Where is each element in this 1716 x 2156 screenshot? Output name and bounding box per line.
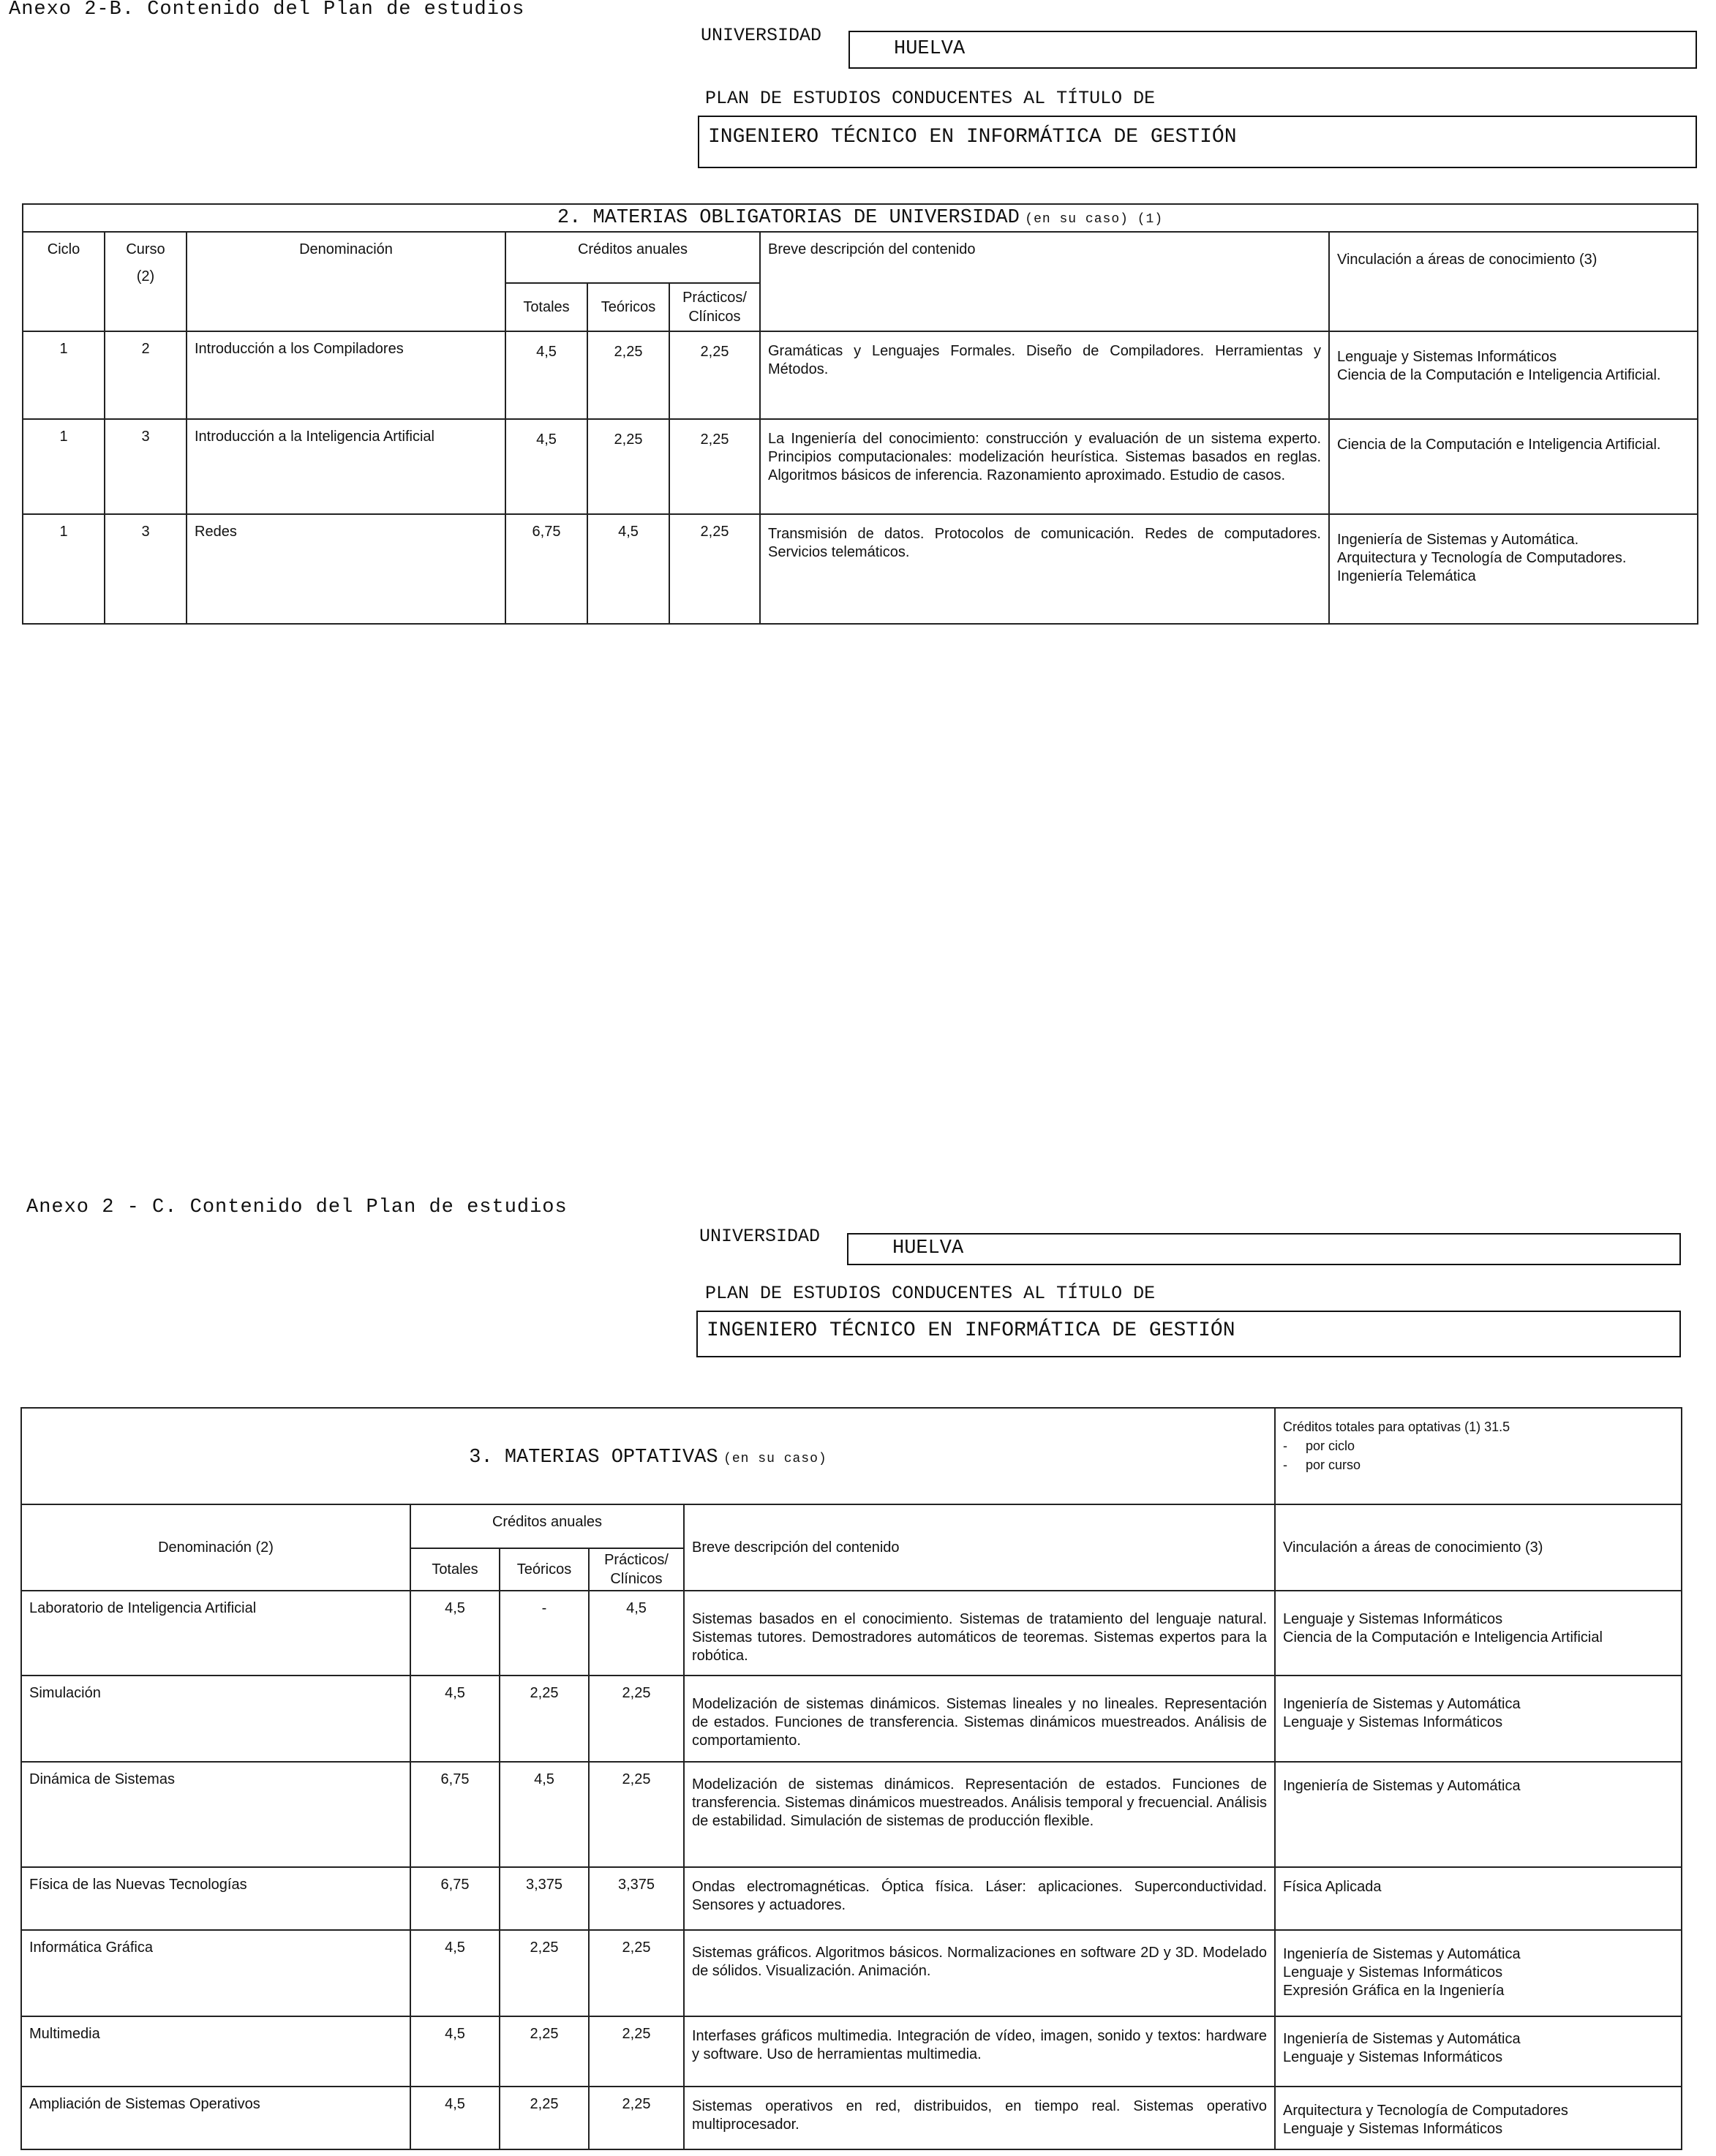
- header-practicos: Prácticos/ Clínicos: [669, 283, 760, 331]
- header-vinculacion: Vinculación a áreas de conocimiento (3): [1329, 232, 1698, 331]
- universidad-value: HUELVA: [894, 38, 966, 60]
- cell-descripcion: Gramáticas y Lenguajes Formales. Diseño de Compiladores. Herramientas y Métodos.: [760, 331, 1329, 419]
- header-descripcion: Breve descripción del contenido: [760, 232, 1329, 331]
- cell-teoricos: 4,5: [587, 514, 669, 624]
- cell-ciclo: 1: [23, 331, 105, 419]
- area-item: Lenguaje y Sistemas Informáticos: [1283, 1611, 1503, 1627]
- cell-descripcion: Sistemas gráficos. Algoritmos básicos. Normalizaciones en software 2D y 3D. Modelado de sólidos. Visualización. Animación.: [684, 1930, 1275, 2016]
- section-header: [23, 204, 1698, 232]
- table-row: [21, 2087, 1682, 2149]
- materias-optativas-table: [20, 1407, 1682, 2150]
- cell-totales: 4,5: [410, 1591, 500, 1676]
- area-item: Ciencia de la Computación e Inteligencia Artificial.: [1337, 367, 1661, 383]
- table-row: [23, 331, 1698, 419]
- titulo-field: [698, 116, 1697, 168]
- plan-label: PLAN DE ESTUDIOS CONDUCENTES AL TÍTULO DE: [705, 88, 1156, 109]
- header-curso-note: (2): [136, 268, 155, 284]
- cell-descripcion: La Ingeniería del conocimiento: construcción y evaluación de un sistema experto. Principios computacionales: modelización heurística. Sistemas basados en reglas. Algoritmos básicos de inferencia. Razonamiento aproximado. Estudio de casos.: [760, 419, 1329, 514]
- area-item: Arquitectura y Tecnología de Computadores: [1283, 2103, 1568, 2119]
- cell-teoricos: 2,25: [500, 1676, 589, 1762]
- cell-practicos: 2,25: [589, 2087, 684, 2149]
- header-denominacion: Denominación (2): [21, 1504, 410, 1591]
- totals-note-line: Créditos totales para optativas (1) 31.5: [1283, 1420, 1510, 1434]
- cell-practicos: 2,25: [589, 1930, 684, 2016]
- cell-areas: [1275, 2016, 1682, 2087]
- totals-note: [1275, 1408, 1682, 1504]
- area-item: Ciencia de la Computación e Inteligencia Artificial.: [1337, 437, 1661, 453]
- header-teoricos: Teóricos: [587, 283, 669, 331]
- header-totales: Totales: [410, 1548, 500, 1591]
- totals-note-line: - por curso: [1283, 1458, 1361, 1472]
- universidad-label: UNIVERSIDAD: [701, 25, 822, 46]
- area-item: Arquitectura y Tecnología de Computadores.: [1337, 550, 1627, 566]
- section-header: [21, 1408, 1275, 1504]
- cell-teoricos: 4,5: [500, 1762, 589, 1867]
- table-row: [21, 1676, 1682, 1762]
- cell-ciclo: 1: [23, 419, 105, 514]
- cell-teoricos: 3,375: [500, 1867, 589, 1930]
- anexo-title: Anexo 2 - C. Contenido del Plan de estudios: [26, 1196, 568, 1218]
- table-row: [21, 1591, 1682, 1676]
- cell-descripcion: Ondas electromagnéticas. Óptica física. Láser: aplicaciones. Superconductividad. Sensores y actuadores.: [684, 1867, 1275, 1930]
- cell-denominacion: Física de las Nuevas Tecnologías: [21, 1867, 410, 1930]
- cell-totales: 4,5: [410, 1676, 500, 1762]
- cell-teoricos: 2,25: [587, 419, 669, 514]
- area-item: Lenguaje y Sistemas Informáticos: [1283, 2121, 1503, 2137]
- cell-teoricos: 2,25: [587, 331, 669, 419]
- cell-practicos: 2,25: [669, 419, 760, 514]
- cell-curso: 2: [105, 331, 187, 419]
- universidad-value: HUELVA: [892, 1237, 964, 1259]
- cell-descripcion: Interfases gráficos multimedia. Integración de vídeo, imagen, sonido y textos: hardware y software. Uso de herramientas multimedia.: [684, 2016, 1275, 2087]
- cell-ciclo: 1: [23, 514, 105, 624]
- cell-teoricos: 2,25: [500, 1930, 589, 2016]
- titulo-field: [696, 1311, 1681, 1357]
- section-title: 3. MATERIAS OPTATIVAS: [469, 1446, 718, 1469]
- area-item: Ciencia de la Computación e Inteligencia Artificial: [1283, 1629, 1603, 1646]
- titulo-value: INGENIERO TÉCNICO EN INFORMÁTICA DE GESTIÓN: [707, 1319, 1235, 1342]
- universidad-field: [847, 1233, 1681, 1265]
- cell-teoricos: 2,25: [500, 2087, 589, 2149]
- anexo-title: Anexo 2-B. Contenido del Plan de estudios: [9, 0, 525, 20]
- header-descripcion: Breve descripción del contenido: [684, 1504, 1275, 1591]
- cell-denominacion: Dinámica de Sistemas: [21, 1762, 410, 1867]
- header-ciclo: Ciclo: [23, 232, 105, 331]
- cell-areas: [1329, 419, 1698, 514]
- area-item: Lenguaje y Sistemas Informáticos: [1337, 349, 1557, 365]
- cell-practicos: 3,375: [589, 1867, 684, 1930]
- section-note: (en su caso) (1): [1025, 212, 1164, 227]
- header-creditos: Créditos anuales: [505, 232, 760, 283]
- cell-areas: [1275, 1762, 1682, 1867]
- header-practicos: Prácticos/ Clínicos: [589, 1548, 684, 1591]
- table-row: [23, 514, 1698, 624]
- header-totales: Totales: [505, 283, 587, 331]
- area-item: Ingeniería de Sistemas y Automática: [1283, 1778, 1521, 1794]
- cell-descripcion: Transmisión de datos. Protocolos de comunicación. Redes de computadores. Servicios telemáticos.: [760, 514, 1329, 624]
- cell-teoricos: 2,25: [500, 2016, 589, 2087]
- cell-denominacion: Ampliación de Sistemas Operativos: [21, 2087, 410, 2149]
- universidad-label: UNIVERSIDAD: [699, 1226, 821, 1247]
- cell-areas: [1329, 514, 1698, 624]
- cell-denominacion: Multimedia: [21, 2016, 410, 2087]
- cell-denominacion: Redes: [187, 514, 505, 624]
- universidad-field: [848, 31, 1697, 69]
- cell-denominacion: Introducción a los Compiladores: [187, 331, 505, 419]
- cell-practicos: 2,25: [589, 1762, 684, 1867]
- plan-label: PLAN DE ESTUDIOS CONDUCENTES AL TÍTULO DE: [705, 1283, 1156, 1304]
- table-row: [21, 2016, 1682, 2087]
- cell-practicos: 2,25: [669, 514, 760, 624]
- cell-areas: [1275, 1591, 1682, 1676]
- cell-denominacion: Informática Gráfica: [21, 1930, 410, 2016]
- header-curso: Curso (2): [105, 232, 187, 331]
- header-creditos: Créditos anuales: [410, 1504, 684, 1548]
- cell-descripcion: Sistemas basados en el conocimiento. Sistemas de tratamiento del lenguaje natural. Sistemas tutores. Demostradores automáticos de teoremas. Sistemas expertos para la robótica.: [684, 1591, 1275, 1676]
- cell-totales: 6,75: [410, 1762, 500, 1867]
- header-denominacion: Denominación: [187, 232, 505, 331]
- cell-totales: 4,5: [505, 331, 587, 419]
- cell-areas: [1275, 1867, 1682, 1930]
- cell-practicos: 2,25: [669, 331, 760, 419]
- section-note: (en su caso): [723, 1451, 827, 1466]
- cell-descripcion: Modelización de sistemas dinámicos. Sistemas lineales y no lineales. Representación de estados. Funciones de transferencia. Sistemas dinámicos muestreados. Análisis de comportamiento.: [684, 1676, 1275, 1762]
- cell-totales: 6,75: [505, 514, 587, 624]
- materias-obligatorias-table: [22, 203, 1698, 625]
- table-row: [21, 1762, 1682, 1867]
- cell-descripcion: Sistemas operativos en red, distribuidos, en tiempo real. Sistemas operativo multiprocesador.: [684, 2087, 1275, 2149]
- area-item: Ingeniería de Sistemas y Automática: [1283, 1696, 1521, 1712]
- cell-denominacion: Introducción a la Inteligencia Artificial: [187, 419, 505, 514]
- cell-totales: 4,5: [410, 2016, 500, 2087]
- cell-areas: [1329, 331, 1698, 419]
- cell-totales: 4,5: [410, 1930, 500, 2016]
- cell-teoricos: -: [500, 1591, 589, 1676]
- table-row: [21, 1930, 1682, 2016]
- table-row: [23, 419, 1698, 514]
- area-item: Ingeniería de Sistemas y Automática: [1283, 2031, 1521, 2047]
- cell-denominacion: Simulación: [21, 1676, 410, 1762]
- cell-curso: 3: [105, 419, 187, 514]
- area-item: Lenguaje y Sistemas Informáticos: [1283, 2049, 1503, 2065]
- cell-areas: [1275, 2087, 1682, 2149]
- cell-totales: 6,75: [410, 1867, 500, 1930]
- cell-curso: 3: [105, 514, 187, 624]
- area-item: Expresión Gráfica en la Ingeniería: [1283, 1983, 1505, 1999]
- cell-practicos: 2,25: [589, 2016, 684, 2087]
- area-item: Lenguaje y Sistemas Informáticos: [1283, 1964, 1503, 1980]
- cell-totales: 4,5: [505, 419, 587, 514]
- area-item: Ingeniería Telemática: [1337, 568, 1476, 584]
- area-item: Física Aplicada: [1283, 1879, 1382, 1895]
- titulo-value: INGENIERO TÉCNICO EN INFORMÁTICA DE GESTIÓN: [708, 126, 1237, 148]
- area-item: Ingeniería de Sistemas y Automática: [1283, 1946, 1521, 1962]
- cell-totales: 4,5: [410, 2087, 500, 2149]
- header-teoricos: Teóricos: [500, 1548, 589, 1591]
- table-row: [21, 1867, 1682, 1930]
- cell-denominacion: Laboratorio de Inteligencia Artificial: [21, 1591, 410, 1676]
- cell-areas: [1275, 1930, 1682, 2016]
- cell-practicos: 4,5: [589, 1591, 684, 1676]
- area-item: Ingeniería de Sistemas y Automática.: [1337, 532, 1579, 548]
- cell-practicos: 2,25: [589, 1676, 684, 1762]
- totals-note-line: - por ciclo: [1283, 1439, 1355, 1453]
- area-item: Lenguaje y Sistemas Informáticos: [1283, 1714, 1503, 1730]
- cell-areas: [1275, 1676, 1682, 1762]
- section-title: 2. MATERIAS OBLIGATORIAS DE UNIVERSIDAD: [557, 207, 1020, 229]
- cell-descripcion: Modelización de sistemas dinámicos. Representación de estados. Funciones de transferencia. Sistemas dinámicos muestreados. Análisis temporal y frecuencial. Análisis de estabilidad. Simulación de sistemas de producción flexible.: [684, 1762, 1275, 1867]
- header-vinculacion: Vinculación a áreas de conocimiento (3): [1275, 1504, 1682, 1591]
